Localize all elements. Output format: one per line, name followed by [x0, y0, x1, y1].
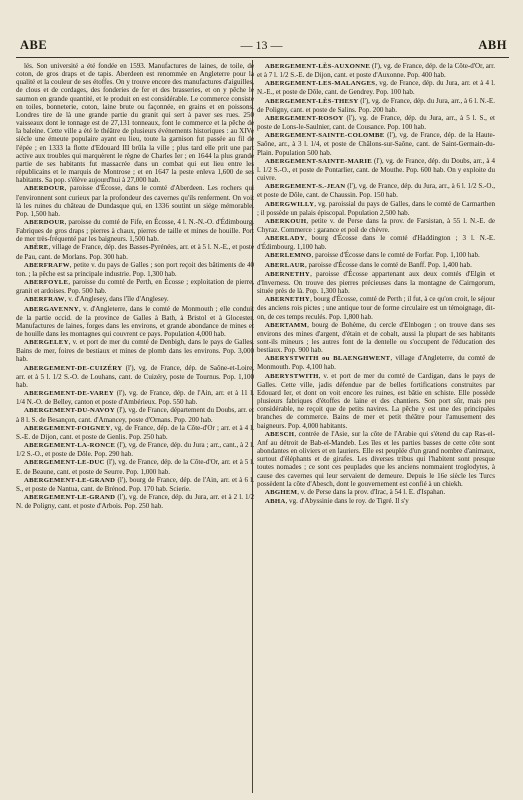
entry-headword: ABGHEM	[265, 488, 298, 496]
entry-body: , bourg de Bohème, du cercle d'Elnbogen ; on trouve dans ses environs des mines d'argent, d'étain et de cobalt, aussi la plupart de ses habitants sont-ils mineurs ; les autres font de la dentelle ou s'occupent de l'éducation des bestiaux. Pop. 900 hab.	[257, 320, 495, 355]
header-right-guideword: ABH	[478, 38, 507, 52]
dictionary-entry	[16, 62, 254, 184]
entry-body: (l'), vg. de France, département du Doubs, arr. et à 8 l. S. de Besançon, cant. d'Amancey, poste d'Ornans. Pop. 200 hab.	[16, 406, 254, 424]
dictionary-entry	[16, 184, 254, 218]
dictionary-entry	[16, 243, 254, 260]
entry-body: , paroisse du comté de Fife, en Écosse, 4 l. N.-N.-O. d'Édimbourg. Fabriques de gros draps ; pierres à chaux, pierres de taille et mines de houille. Port de mer très-fréquenté par les baigneurs. 1,500 hab.	[16, 217, 254, 244]
dictionary-entry	[16, 476, 254, 493]
entry-body: , paroisse du comté de Perth, en Écosse ; exploitation de pierre, granit et ardoises. Pop. 500 hab.	[16, 278, 254, 296]
entry-body: , paroisse d'Écosse dans le comté de Banff. Pop. 1,400 hab.	[304, 260, 472, 269]
page-number: — 13 —	[240, 38, 283, 52]
entry-headword: ABERGAVENNY	[24, 305, 79, 313]
entry-body: (l'), vg. de France, dép. du Jura, arr., à 6 l. N.-E. de Poligny, cant. et poste de Salins. Pop. 200 hab.	[257, 96, 495, 114]
entry-headword: ABERGEMENT-LE-GRAND	[24, 476, 116, 484]
entry-headword: ABERLEMNO	[265, 252, 312, 260]
entry-body: lés. Son université a été fondée en 1593. Manufactures de laines, de toile, de coton, de gros draps et de tapis. Aberdeen est renommée en Angleterre pour la qualité et la couleur de ses étoffes. On y trouve encore des manufactures d'aiguilles, de clous et de cordages, des fonderies de fer et des brasseries, et on y pêche le saumon en grande quantité, et le produit en est considérable. Le commerce consiste en toiles, bonneterie, coton, laine brute ou façonnée, en grains et en poissons. Londres tire de là une grande partie du granit qui sert à paver ses rues. 250 vaisseaux dont le tonnage est de 27,131 tonneaux, font le commerce et la pêche de la baleine. Cette ville a été le théâtre de plusieurs événements historiques : au XIVe siècle une émeute populaire ayant eu lieu, toute la garnison fut passée au fil de l'épée ; en 1333 la flotte d'Edouard III brûla la ville ; plus tard elle prit une part active aux troubles qui marquèrent le règne de Charles Ier ; en 1644 la plus grande partie de ses habitants fut massacrée dans un combat qui eut lieu entre les républicains et le marquis de Montrose ; et en 1647 la peste enleva 1,600 de ses habitants. Sa pop. s'élève aujourd'hui à 27,000 hab.	[16, 62, 254, 185]
entry-body: (l'), vg. de France, dép. du Jura ; arr., cant., à 2 l. 1/2 S.-O., et poste de Dôle. Pop. 290 hab.	[16, 441, 254, 459]
entry-headword: ABERGEMENT-DE-CUIZÉRY	[24, 364, 123, 372]
dictionary-entry	[257, 200, 495, 217]
entry-body: , v. de Perse dans la prov. d'Irac, à 54 l. E. d'Ispahan.	[297, 487, 446, 496]
dictionary-entry	[257, 270, 495, 295]
dictionary-entry	[257, 157, 495, 182]
dictionary-entry	[257, 497, 495, 506]
entry-body: , paroisse d'Écosse appartenant aux deux comtés d'Elgin et d'Inverness. On trouve des pierres précieuses dans la montagne de Cairngorum, située près de là. Pop. 1,300 hab.	[257, 269, 495, 296]
dictionary-entry	[257, 114, 495, 131]
entry-headword: ABERFOYLE	[24, 279, 69, 287]
entry-body: , vg. paroissial du pays de Galles, dans le comté de Carmarthen ; il possède un palais épiscopal. Population 2,500 hab.	[257, 199, 495, 217]
entry-headword: ABERLAUR	[265, 261, 305, 269]
entry-body: (l'), vg. de France, dép. de Saône-et-Loire, arr. et à 5 l. 1/2 S.-O. de Louhans, cant. de Cuizéry, poste de Tournus. Pop. 1,100 hab.	[16, 363, 254, 389]
entry-headword: ABERTAMM	[265, 321, 308, 329]
entry-body: , vg. d'Abyssinie dans le roy. de Tigré. Il s'y	[285, 496, 409, 505]
dictionary-entry	[16, 364, 254, 389]
entry-body: , v. d'Angleterre, dans le comté de Monmouth ; elle conduit de la partie occid. de la province de Galles à Bath, à Bristol et à Glocester. Manufactures de laines, forges dans les environs, et grande abondance de mines et de houille dans les montagnes qui couvrent ce pays. Population 4,000 hab.	[16, 304, 254, 338]
entry-headword: ABERYSTWITH ou BLAENGHWENT	[265, 355, 391, 363]
dictionary-entry	[257, 79, 495, 96]
dictionary-entry	[16, 261, 254, 278]
entry-body: , contrée de l'Asie, sur la côte de l'Arabie qui s'étend du cap Ras-el-Anf au détroit de Bab-el-Mandeb. Les îles et les parties basses de cette côte sont abondantes en oliviers et en lauriers. Elle est peuplée d'un grand nombre d'animaux, surtout d'éléphants et de girafes. Les diverses tribus qui l'habitent sont presque toutes nomades ; ce sont ces peuplades que les anciens nommaient troglodytes, à cause des cavernes qui leur servaient de demeure. Depuis le 16e siècle les Turcs possèdent la côte d'Abesch, dont le gouvernement est confié à un chiekh.	[257, 429, 495, 488]
header-rule	[16, 57, 509, 58]
right-column	[257, 62, 495, 792]
entry-headword: ABERGEMENT-LE-DUC	[24, 459, 105, 467]
dictionary-entry	[16, 295, 254, 304]
entry-headword: ABERYSTWITH	[265, 372, 319, 380]
dictionary-entry	[16, 338, 254, 363]
entry-headword: ABERKOUH	[265, 217, 307, 225]
entry-body: , v. d'Anglesey, dans l'île d'Anglesey.	[64, 295, 169, 304]
entry-headword: ABERGEMENT-DU-NAVOY	[24, 407, 116, 415]
dictionary-entry	[257, 430, 495, 488]
left-column	[16, 62, 254, 792]
entry-body: , v. et port de mer du comté de Denbigh, dans le pays de Galles. Bains de mer, foires de bestiaux et mines de plomb dans les environs. Pop. 3,000 hab.	[16, 338, 254, 364]
entry-body: , bourg d'Écosse dans le comté d'Haddington ; 3 l. N.-E. d'Édimbourg. 1,100 hab.	[257, 234, 495, 252]
dictionary-entry	[257, 354, 495, 371]
entry-headword: ABERGEMENT-FOIGNEY	[24, 424, 111, 432]
dictionary-entry	[257, 261, 495, 270]
entry-body: , bourg d'Écosse, comté de Perth ; il fut, à ce qu'on croit, le séjour des anciens rois pictes ; une antique tour de forme circulaire est un témoignage, dit-on, de ces temps reculés. Pop. 1,800 hab.	[257, 295, 495, 321]
dictionary-entry	[257, 251, 495, 260]
dictionary-entry	[16, 493, 254, 510]
dictionary-entry	[16, 278, 254, 295]
dictionary-entry	[16, 458, 254, 475]
entry-body: (l'), vg. de France, dép. de l'Ain, arr. et à 11 l. 1/4 N.-O. de Belley, canton et poste d'Ambérieux. Pop. 550 hab.	[16, 389, 254, 407]
dictionary-entry	[257, 182, 495, 199]
entry-headword: ABERGEMENT-S.-JEAN	[265, 183, 346, 191]
dictionary-entry	[16, 389, 254, 406]
entry-headword: ABHA	[265, 497, 286, 505]
entry-body: , paroisse d'Écosse, dans le comté d'Aberdeen. Les rochers qui l'environnent sont curieux par la profondeur des cavernes qu'ils renferment. On voit là les ruines du château de Dundasque qui, en 1336 soutint un siége mémorable. Pop. 1,500 hab.	[16, 184, 254, 218]
entry-headword: ABERDOUR	[24, 218, 65, 226]
entry-body: (l'), vg. de France, dép. de la Côte-d'Or, arr. et à 7 l. 1/2 S.-E. de Dijon, cant. et poste d'Auxonne. Pop. 400 hab.	[257, 62, 495, 80]
entry-body: (l'), vg. de France, dép. de la Côte-d'Or, arr. et à 5 l. E. de Beaune, cant. et poste de Seurre. Pop. 1,000 hab.	[16, 458, 254, 476]
dictionary-entry	[257, 295, 495, 320]
entry-headword: ABERGEMENT-ROSOY	[265, 114, 344, 122]
entry-headword: ABERGEMENT-DE-VAREY	[24, 390, 115, 398]
entry-headword: ABERGEMENT-SAINTE-COLOMBE	[265, 132, 385, 140]
entry-headword: ABERGWILLY	[265, 200, 315, 208]
entry-body: , village d'Angleterre, du comté de Monmouth. Pop. 4,100 hab.	[257, 354, 495, 372]
entry-headword: ABESCH	[265, 430, 295, 438]
dictionary-entry	[257, 234, 495, 251]
entry-headword: ABÈRE	[24, 244, 49, 252]
entry-headword: ABERGELEY	[24, 339, 69, 347]
dictionary-entry	[16, 218, 254, 243]
entry-body: (l'), vg. de France, dép. de la Haute-Saône, arr., à 3 l. 1/4, et poste de Châlons-sur-Saône, cant. de Saint-Germain-du-Plain. Population 500 hab.	[257, 131, 495, 157]
entry-body: (l'), vg. de France, dép. du Jura, arr. et à 2 l. 1/2 N. de Poligny, cant. et poste d'Arbois. Pop. 250 hab.	[16, 492, 254, 511]
dictionary-entry	[257, 488, 495, 497]
entry-headword: ABERGEMENT-LÈS-AUXONNE	[265, 63, 371, 70]
entry-body: , vg. de France, dép. de la Côte-d'Or ; arr. et à 4 l. S.-E. de Dijon, cant. et poste de Genlis. Pop. 250 hab.	[16, 423, 254, 441]
entry-body: (l'), vg. de France, dép. du Doubs, arr., à 4 l. 1/2 S.-O., et poste de Pontarlier, cant. de Mouthe. Pop. 600 hab. On y exploite du cuivre.	[257, 156, 495, 183]
entry-body: , paroisse d'Écosse dans le comté de Forfar. Pop. 1,100 hab.	[311, 251, 480, 260]
dictionary-entry	[257, 372, 495, 430]
entry-headword: ABERNETHY	[265, 296, 311, 304]
dictionary-entry	[16, 424, 254, 441]
dictionary-entry	[257, 321, 495, 355]
header-left-guideword: ABE	[20, 38, 48, 52]
entry-body: , petite v. du pays de Galles ; son port reçoit des bâtiments de 40 ton. ; la pêche est sa principale industrie. Pop. 1,300 hab.	[16, 260, 254, 278]
entry-headword: ABERDOUR	[24, 185, 65, 193]
dictionary-entry	[16, 305, 254, 339]
dictionary-entry	[257, 97, 495, 114]
entry-body: (l'), vg. de France, dép. du Jura, arr., à 5 l. S., et poste de Lons-le-Saulnier, cant. de Cousance. Pop. 100 hab.	[257, 113, 495, 132]
entry-headword: ABERGEMENT-LE-GRAND	[24, 493, 116, 501]
entry-headword: ABERLADY	[265, 235, 305, 243]
entry-body: (l'), bourg de France, dép. de l'Ain, arr. et à 6 l. S., et poste de Nantua, cant. de Brénod. Pop. 170 hab. Scierie.	[16, 475, 254, 493]
dictionary-entry	[257, 131, 495, 156]
entry-headword: ABERNETHY	[265, 270, 311, 278]
entry-body: , village de France, dép. des Basses-Pyrénées, arr. et à 5 l. N.-E., et poste de Pau, cant. de Morlans. Pop. 300 hab.	[16, 243, 254, 261]
dictionary-entry	[16, 406, 254, 423]
entry-body: , v. et port de mer du comté de Cardigan, dans le pays de Galles. Cette ville, jadis défendue par de belles fortifications construites par Edouard Ier, et dont on voit encore les ruines, est bâtie en schiste. Elle possède plusieurs fabriques d'étoffes de laine et des chantiers. Son port sûr, mais peu considérable, ne reçoit que de petits navires. La pêche y est une des principales branches de commerce. Bains de mer et petit théâtre pour l'amusement des baigneurs. Pop. 4,000 habitants.	[257, 371, 495, 430]
entry-headword: ABERGEMENT-LÈS-THESY	[265, 97, 359, 105]
dictionary-entry	[257, 217, 495, 234]
entry-headword: ABERGEMENT-SAINTE-MARIE	[265, 157, 372, 165]
entry-headword: ABERFRAFW	[24, 261, 70, 269]
entry-headword: ABERGEMENT-LES-MALANGES	[265, 80, 376, 88]
dictionary-entry	[16, 441, 254, 458]
entry-body: , petite v. de Perse dans la prov. de Farsistan, à 55 l. N.-E. de Chyraz. Commerce : garance et poil de chèvre.	[257, 216, 495, 234]
entry-headword: ABERFRAW	[24, 296, 65, 304]
entry-body: , vg. de France, dép. du Jura, arr. et à 4 l. N.-E., et poste de Dôle, cant. de Gendrey. Pop. 100 hab.	[257, 79, 495, 97]
dictionary-entry	[257, 62, 495, 79]
entry-body: (l'), vg. de France, dép. du Jura, arr., à 6 l. 1/2 S.-O., et poste de Dôle, cant. de Chaussin. Pop. 150 hab.	[257, 182, 495, 200]
entry-headword: ABERGEMENT-LA-RONCE	[24, 442, 116, 450]
